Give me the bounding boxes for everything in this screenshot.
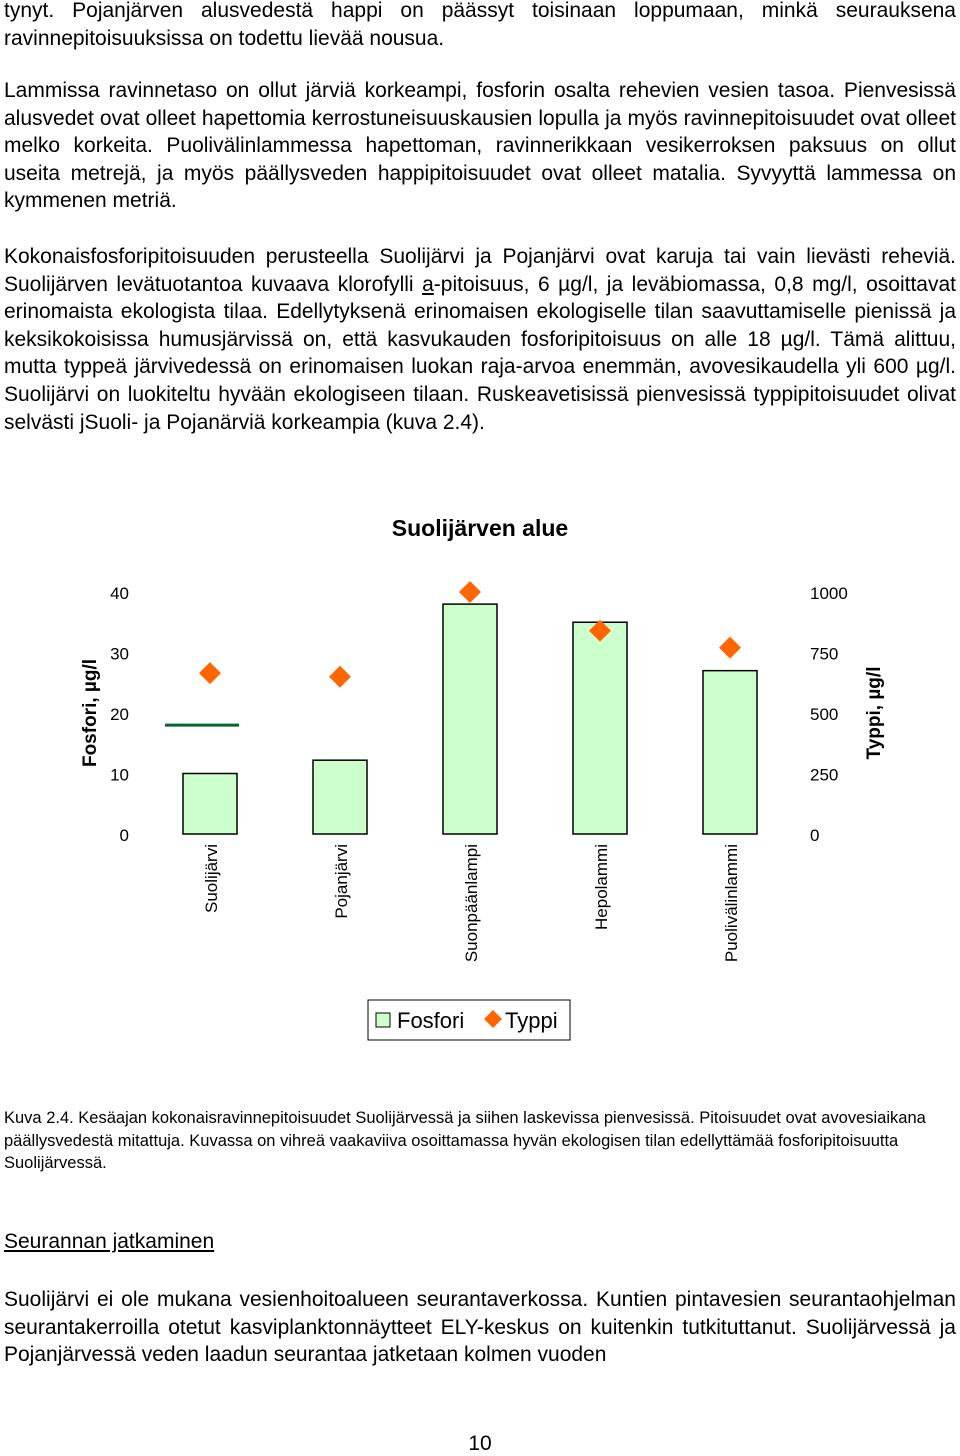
category-label: Suolijärvi bbox=[202, 844, 221, 913]
category-label: Pojanjärvi bbox=[332, 844, 351, 919]
chlorophyll-a-letter: a bbox=[422, 272, 434, 296]
chart-legend bbox=[368, 1000, 570, 1040]
left-tick-label: 30 bbox=[110, 644, 129, 664]
fosfori-bar bbox=[183, 774, 237, 835]
category-label: Puolivälinlammi bbox=[722, 844, 741, 963]
section-heading: Seurannan jatkaminen bbox=[4, 1230, 215, 1253]
ponds-paragraph: Lammissa ravinnetaso on ollut järviä korkeampi, fosforin osalta rehevien vesien tasoa. Pienvesissä alusvedet ovat olleet hapettomia kerrostuneisuuskausien lopulla ja myös ravinnepitoisuudet ovat olleet melko korkeita. Puolivälinlammessa hapettoman, ravinnerikkaan vesikerroksen paksuus on ollut useita metrejä, ja myös päällysveden happipitoisuudet ovat olleet matalia. Syvyyttä lammessa on kymmenen metriä. bbox=[4, 79, 956, 213]
left-tick-label: 0 bbox=[119, 826, 129, 845]
figure-caption: Kuva 2.4. Kesäajan kokonaisravinnepitoisuudet Suolijärvessä ja siihen laskevissa pienvesissä. Pitoisuudet ovat avovesiaikana päällysvedestä mitattuja. Kuvassa on vihreä vaakaviiva osoittamassa hyvän ekologisen tilan edellyttämää fosforipitoisuutta Suolijärvessä. bbox=[4, 1109, 926, 1173]
intro-paragraph: tynyt. Pojanjärven alusvedestä happi on päässyt toisinaan loppumaan, minkä seurauksena ravinnepitoisuuksissa on todettu lievää nousua. bbox=[4, 0, 956, 50]
left-tick-label: 40 bbox=[110, 584, 129, 603]
typpi-marker bbox=[329, 666, 351, 688]
right-tick-label: 0 bbox=[810, 826, 820, 845]
left-tick-label: 10 bbox=[110, 765, 129, 785]
fosfori-bar bbox=[573, 622, 627, 834]
typpi-marker bbox=[719, 637, 741, 659]
right-tick-label: 250 bbox=[810, 765, 839, 785]
left-axis-ticks bbox=[110, 584, 129, 845]
fosfori-bar bbox=[703, 671, 757, 834]
right-axis-label: Typpi, µg/l bbox=[864, 666, 885, 760]
fosfori-bar bbox=[313, 760, 367, 834]
category-label: Suonpäänlampi bbox=[462, 844, 481, 963]
fosfori-bars bbox=[183, 604, 757, 834]
nutrient-paragraph bbox=[4, 243, 956, 436]
typpi-marker bbox=[199, 662, 221, 684]
left-axis-label: Fosfori, µg/l bbox=[80, 658, 101, 768]
left-tick-label: 20 bbox=[110, 705, 129, 724]
page-number: 10 bbox=[468, 1432, 492, 1455]
right-tick-label: 750 bbox=[810, 644, 839, 664]
legend-typpi-label: Typpi bbox=[505, 1008, 558, 1033]
chart-title: Suolijärven alue bbox=[391, 515, 569, 541]
nutrient-chart bbox=[0, 500, 960, 1060]
category-labels bbox=[202, 844, 741, 962]
typpi-marker bbox=[459, 581, 481, 603]
right-tick-label: 500 bbox=[810, 705, 839, 724]
right-axis-ticks bbox=[810, 584, 848, 845]
category-label: Hepolammi bbox=[592, 844, 611, 930]
monitoring-paragraph: Suolijärvi ei ole mukana vesienhoitoalueen seurantaverkossa. Kuntien pintavesien seurantaohjelman seurantakerroilla otetut kasviplanktonnäytteet ELY-keskus on kuitenkin tutkituttanut. Suolijärvessä ja Pojanjärvessä veden laadun seurantaa jatketaan kolmen vuoden bbox=[4, 1288, 956, 1367]
fosfori-bar bbox=[443, 604, 497, 834]
legend-fosfori-swatch bbox=[376, 1013, 390, 1027]
nutrient-paragraph-part-1: Kokonaisfosforipitoisuuden perusteella Suolijärvi ja Pojanjärvi ovat karuja tai vain lievästi reheviä. Suolijärven levätuotantoa kuvaava klorofylli bbox=[4, 245, 956, 296]
legend-fosfori-label: Fosfori bbox=[397, 1008, 465, 1033]
right-tick-label: 1000 bbox=[810, 584, 848, 603]
nutrient-paragraph-part-2: -pitoisuus, 6 µg/l, ja leväbiomassa, 0,8 mg/l, osoittavat erinomaista ekologista tilaa. Edellytyksenä erinomaisen ekologiselle tilan saavuttamiselle pienissä ja keksikokoisissa humusjärvissä on, että kasvukauden fosforipitoisuus on alle 18 µg/l. Tämä alittuu, mutta typpeä järvivedessä on erinomaisen luokan raja-arvoa enemmän, avovesikaudella yli 600 µg/l. Suolijärvi on luokiteltu hyvään ekologiseen tilaan. Ruskeavetisissä pienvesissä typpipitoisuudet olivat selvästi jSuoli- ja Pojanärviä korkeampia (kuva 2.4). bbox=[4, 272, 956, 434]
